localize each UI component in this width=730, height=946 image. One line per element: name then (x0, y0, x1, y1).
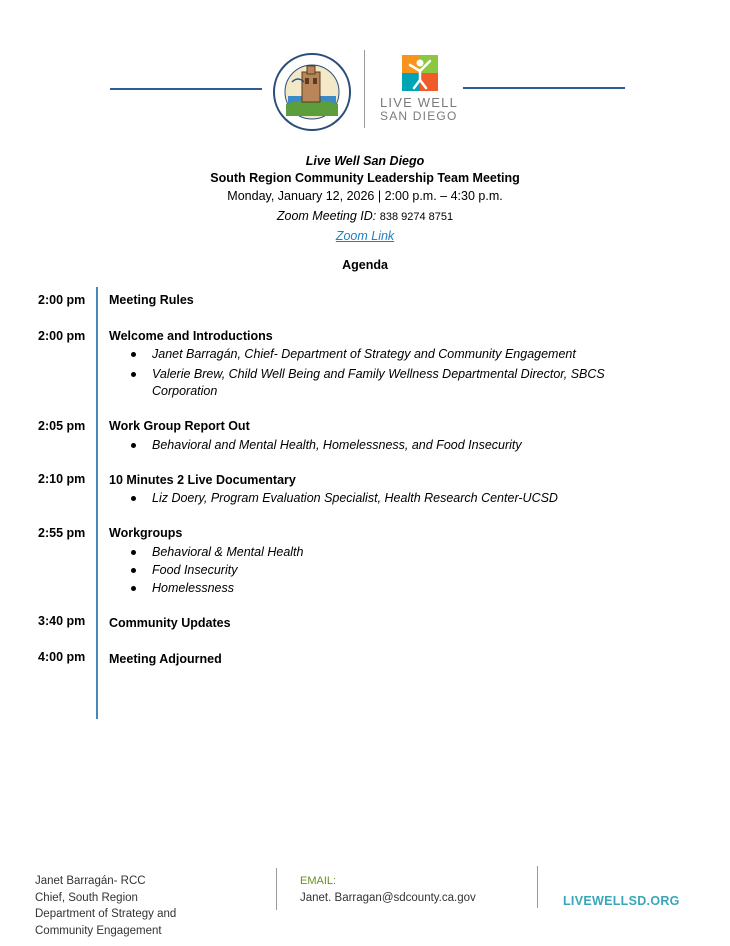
zoom-id-label: Zoom Meeting ID: (276, 209, 377, 223)
website-link[interactable]: LIVEWELLSD.ORG (563, 894, 680, 908)
agenda-bullet: Janet Barragán, Chief- Department of Strategy and Community Engagement (152, 347, 576, 361)
bullet-dot (131, 586, 136, 591)
logo-divider (364, 50, 365, 128)
org-name: Live Well San Diego (305, 154, 425, 168)
live-well-logo-line1: LIVE WELL (380, 95, 458, 110)
zoom-meeting-id (0, 209, 730, 223)
meeting-datetime: Monday, January 12, 2026 | 2:00 p.m. – 4:30 p.m. (227, 189, 503, 203)
agenda-timeline-rule (96, 287, 98, 719)
footer-divider-1 (276, 868, 277, 910)
agenda-title: Workgroups (109, 526, 183, 540)
bullet-dot (131, 443, 136, 448)
header-rule-right (463, 87, 625, 89)
header-rule-left (110, 88, 262, 90)
agenda-time: 2:55 pm (38, 526, 86, 540)
agenda-time: 2:10 pm (38, 472, 86, 486)
contact-line: Janet Barragán- RCC (35, 875, 146, 887)
bullet-dot (131, 352, 136, 357)
agenda-bullet: Behavioral & Mental Health (152, 545, 304, 559)
email-address[interactable]: Janet. Barragan@sdcounty.ca.gov (300, 891, 476, 904)
agenda-time: 2:05 pm (38, 419, 86, 433)
agenda-time: 3:40 pm (38, 614, 86, 628)
contact-line: Community Engagement (35, 924, 162, 937)
zoom-link-row (0, 229, 730, 243)
footer-divider-2 (537, 866, 538, 908)
agenda-title: Welcome and Introductions (109, 329, 273, 343)
live-well-logo-line2: SAN DIEGO (380, 109, 458, 123)
agenda-time: 2:00 pm (38, 293, 86, 307)
agenda-bullet: Valerie Brew, Child Well Being and Family Wellness Departmental Director, SBCS Corporation (152, 367, 605, 398)
agenda-bullet: Homelessness (152, 581, 234, 595)
agenda-title: Meeting Adjourned (109, 652, 222, 666)
agenda-bullet: Food Insecurity (152, 563, 238, 577)
agenda-heading: Agenda (342, 258, 388, 272)
footer-email-block (300, 873, 476, 906)
agenda-title: Meeting Rules (109, 293, 194, 307)
agenda-title: Work Group Report Out (109, 419, 250, 433)
zoom-link[interactable]: Zoom Link (335, 229, 395, 243)
agenda-title: Community Updates (109, 616, 231, 630)
county-seal-logo (272, 52, 352, 132)
agenda-bullet: Behavioral and Mental Health, Homelessness, and Food Insecurity (152, 438, 522, 452)
meeting-title: South Region Community Leadership Team Meeting (210, 171, 520, 185)
agenda-time: 2:00 pm (38, 329, 86, 343)
zoom-id-value: 838 9274 8751 (379, 211, 454, 223)
contact-line: Department of Strategy and (35, 908, 177, 920)
contact-line: Chief, South Region (35, 891, 138, 904)
agenda-bullet: Liz Doery, Program Evaluation Specialist, Health Research Center-UCSD (152, 491, 558, 505)
bullet-dot (131, 372, 136, 377)
bullet-dot (131, 496, 136, 501)
footer-contact (35, 873, 176, 939)
bullet-dot (131, 568, 136, 573)
email-label: EMAIL: (300, 875, 337, 887)
bullet-dot (131, 550, 136, 555)
agenda-title: 10 Minutes 2 Live Documentary (109, 473, 296, 487)
live-well-san-diego-logo (380, 55, 470, 130)
agenda-time: 4:00 pm (38, 650, 86, 664)
